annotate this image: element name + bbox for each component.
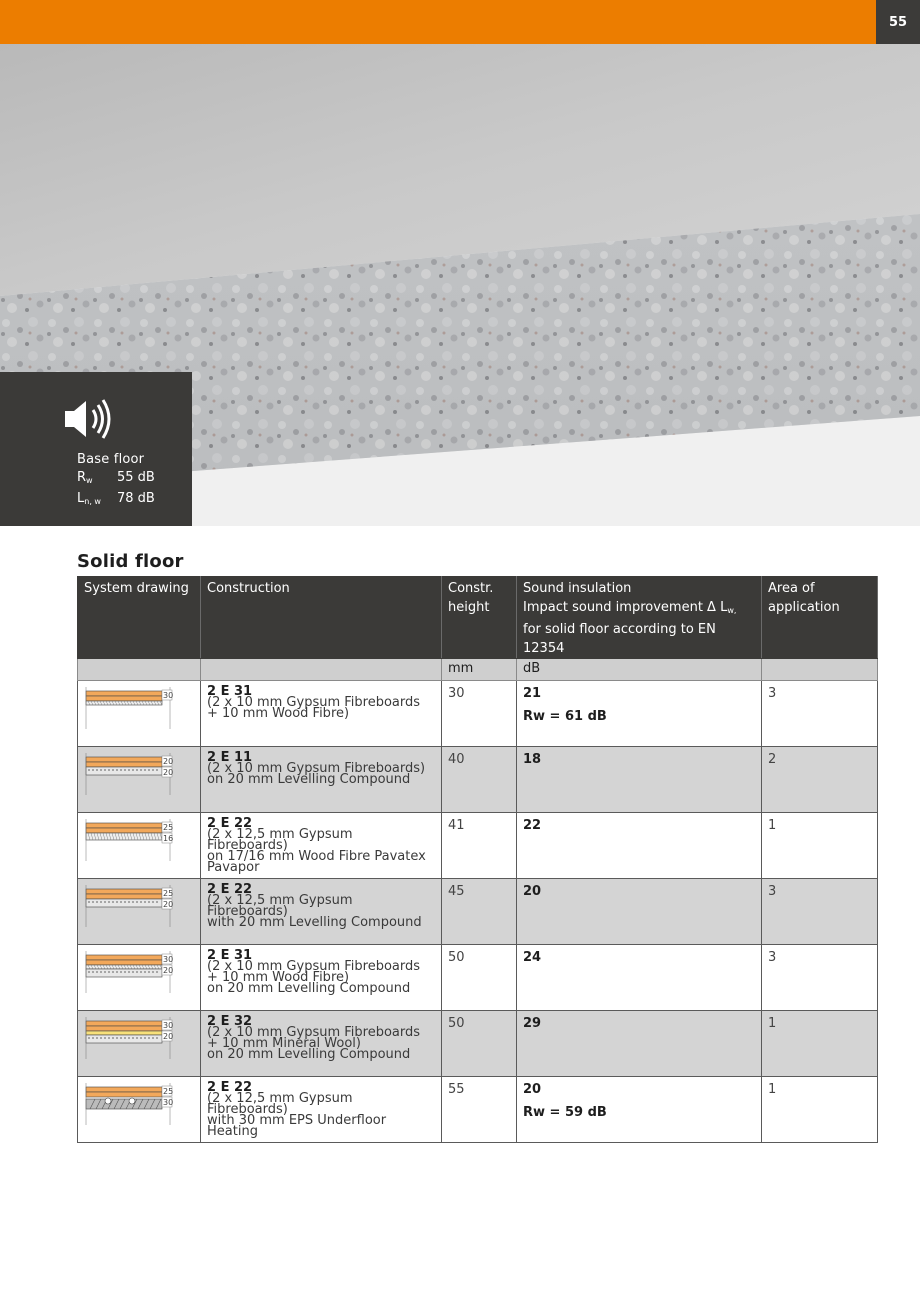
constr-height-cell: 40: [442, 747, 517, 813]
construction-cell: [201, 1077, 442, 1143]
constr-height-cell: 55: [442, 1077, 517, 1143]
impact-sound-value: 22: [523, 818, 542, 833]
rw-result: Rw = 59 dB: [523, 1105, 607, 1120]
constr-height-cell: 45: [442, 879, 517, 945]
header-area-of-application: [762, 577, 878, 659]
header-sound-line1: Sound insulation: [523, 581, 632, 596]
construction-cell: [201, 1011, 442, 1077]
solid-floor-table: [77, 576, 878, 1143]
construction-cell: [201, 879, 442, 945]
dimension-label: 20: [163, 1032, 174, 1041]
construction-code: 2 E 22: [207, 816, 253, 831]
floor-section-drawing: [82, 1081, 182, 1127]
construction-line: (2 x 10 mm Gypsum Fibreboards): [207, 761, 426, 776]
table-row: [78, 1011, 878, 1077]
sound-insulation-cell: [517, 681, 762, 747]
construction-line: (2 x 10 mm Gypsum Fibreboards: [207, 695, 421, 710]
area-of-application-cell: 1: [762, 1077, 878, 1143]
header-app-line1: Area of: [768, 581, 815, 596]
dimension-label: 25: [163, 1087, 174, 1096]
construction-code: 2 E 11: [207, 750, 253, 765]
table-units-row: [78, 659, 878, 681]
area-of-application-cell: 3: [762, 945, 878, 1011]
rw-key: R: [77, 470, 87, 485]
sound-insulation-cell: [517, 879, 762, 945]
impact-sound-value: 18: [523, 752, 542, 767]
construction-line: on 17/16 mm Wood Fibre Pavatex Pavapor: [207, 849, 426, 875]
ln-key: L: [77, 491, 85, 506]
area-of-application-cell: 1: [762, 1011, 878, 1077]
constr-height-cell: 41: [442, 813, 517, 879]
header-sound-insulation: [517, 577, 762, 659]
floor-section-drawing: [82, 817, 182, 863]
ln-row: [77, 491, 155, 506]
constr-height-cell: 50: [442, 945, 517, 1011]
dimension-label: 30: [163, 1021, 174, 1030]
table-row: [78, 1077, 878, 1143]
unit-sound: dB: [517, 659, 762, 681]
dimension-label: 30: [163, 691, 174, 700]
area-of-application-cell: 1: [762, 813, 878, 879]
impact-sound-value: 21: [523, 686, 542, 701]
constr-height-cell: 50: [442, 1011, 517, 1077]
table-row: [78, 945, 878, 1011]
system-drawing-cell: [78, 813, 201, 879]
header-constr-height: [442, 577, 517, 659]
table-row: [78, 879, 878, 945]
construction-code: 2 E 31: [207, 684, 253, 699]
sound-insulation-cell: [517, 945, 762, 1011]
construction-cell: [201, 945, 442, 1011]
floor-section-drawing: [82, 1015, 182, 1061]
construction-line: + 10 mm Wood Fibre): [207, 970, 350, 985]
construction-code: 2 E 32: [207, 1014, 253, 1029]
dimension-label: 25: [163, 823, 174, 832]
construction-cell: [201, 747, 442, 813]
area-of-application-cell: 3: [762, 879, 878, 945]
rw-row: [77, 470, 155, 485]
system-drawing-cell: [78, 945, 201, 1011]
dimension-label: 30: [163, 955, 174, 964]
sound-insulation-cell: [517, 1077, 762, 1143]
area-of-application-cell: 2: [762, 747, 878, 813]
dimension-label: 16: [163, 834, 174, 843]
floor-section-drawing: [82, 751, 182, 797]
rw-result: Rw = 61 dB: [523, 709, 607, 724]
dimension-label: 20: [163, 757, 174, 766]
construction-line: + 10 mm Mineral Wool): [207, 1036, 361, 1051]
units-empty-2: [201, 659, 442, 681]
area-of-application-cell: 3: [762, 681, 878, 747]
header-sound-line3: for solid floor according to EN 12354: [523, 622, 716, 656]
construction-line: with 20 mm Levelling Compound: [207, 915, 422, 930]
table-header-row: [78, 577, 878, 659]
system-drawing-cell: [78, 1011, 201, 1077]
header-height-line2: height: [448, 600, 490, 615]
construction-line: on 20 mm Levelling Compound: [207, 981, 411, 996]
construction-line: + 10 mm Wood Fibre): [207, 706, 350, 721]
system-drawing-cell: [78, 747, 201, 813]
construction-line: on 20 mm Levelling Compound: [207, 1047, 411, 1062]
base-floor-info-box: [0, 372, 192, 526]
table-row: [78, 681, 878, 747]
construction-cell: [201, 681, 442, 747]
header-system-drawing: System drawing: [78, 577, 201, 659]
dimension-label: 20: [163, 768, 174, 777]
system-drawing-cell: [78, 879, 201, 945]
header-app-line2: application: [768, 600, 840, 615]
header-construction: Construction: [201, 577, 442, 659]
construction-code: 2 E 22: [207, 882, 253, 897]
impact-sound-value: 29: [523, 1016, 542, 1031]
top-accent-bar: [0, 0, 876, 44]
units-empty-3: [762, 659, 878, 681]
construction-line: (2 x 10 mm Gypsum Fibreboards: [207, 959, 421, 974]
construction-code: 2 E 31: [207, 948, 253, 963]
sound-insulation-cell: [517, 813, 762, 879]
impact-sound-value: 24: [523, 950, 542, 965]
construction-line: with 30 mm EPS Underfloor Heating: [207, 1113, 387, 1139]
units-empty-1: [78, 659, 201, 681]
dimension-label: 30: [163, 1098, 174, 1107]
table-row: [78, 813, 878, 879]
floor-section-drawing: [82, 883, 182, 929]
header-sound-line2: Impact sound improvement Δ L: [523, 600, 728, 615]
construction-line: (2 x 12,5 mm Gypsum Fibreboards): [207, 827, 353, 853]
dimension-label: 20: [163, 900, 174, 909]
ln-sub: n, w: [84, 497, 101, 506]
construction-cell: [201, 813, 442, 879]
impact-sound-value: 20: [523, 884, 542, 899]
construction-line: (2 x 12,5 mm Gypsum Fibreboards): [207, 893, 353, 919]
impact-sound-value: 20: [523, 1082, 542, 1097]
floor-section-drawing: [82, 685, 182, 731]
header-sound-sub: w,: [727, 606, 737, 615]
rw-value: 55 dB: [117, 470, 155, 485]
constr-height-cell: 30: [442, 681, 517, 747]
table-row: [78, 747, 878, 813]
header-height-line1: Constr.: [448, 581, 494, 596]
section-title: Solid floor: [77, 551, 184, 572]
construction-line: (2 x 12,5 mm Gypsum Fibreboards): [207, 1091, 353, 1117]
sound-insulation-cell: [517, 1011, 762, 1077]
ln-value: 78 dB: [117, 491, 155, 506]
page-number: 55: [876, 0, 920, 44]
speaker-sound-icon: [62, 394, 122, 444]
base-floor-label: Base floor: [77, 452, 145, 467]
system-drawing-cell: [78, 681, 201, 747]
construction-code: 2 E 22: [207, 1080, 253, 1095]
unit-height: mm: [442, 659, 517, 681]
construction-line: (2 x 10 mm Gypsum Fibreboards: [207, 1025, 421, 1040]
dimension-label: 20: [163, 966, 174, 975]
construction-line: on 20 mm Levelling Compound: [207, 772, 411, 787]
rw-sub: w: [86, 476, 93, 485]
dimension-label: 25: [163, 889, 174, 898]
floor-section-drawing: [82, 949, 182, 995]
system-drawing-cell: [78, 1077, 201, 1143]
sound-insulation-cell: [517, 747, 762, 813]
